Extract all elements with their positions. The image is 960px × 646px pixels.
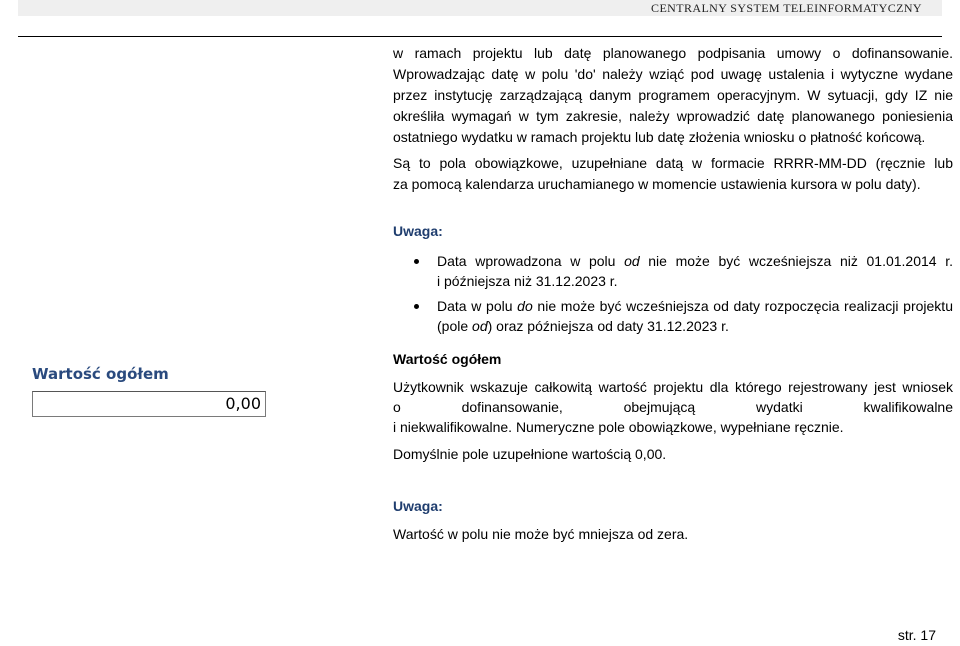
header-bar: [18, 0, 942, 16]
page-number: str. 17: [897, 627, 936, 643]
uwaga-2-text: Wartość w polu nie może być mniejsza od zera.: [393, 526, 689, 542]
intro-line-4: określiła wymagań w tym zakresie, należy wprowadzić datę planowanego poniesienia: [393, 108, 953, 124]
wartosc-widget-screenshot: [20, 357, 280, 432]
mandatory-line-1: Są to pola obowiązkowe, uzupełniane datą w formacie RRRR-MM-DD (ręcznie lub: [393, 155, 953, 171]
intro-line-5: ostatniego wydatku w ramach projektu lub datę złożenia wniosku o płatność końcową.: [393, 129, 926, 145]
wartosc-line-1: Użytkownik wskazuje całkowitą wartość projektu dla którego rejestrowany jest wniosek: [393, 379, 953, 395]
uwaga-heading-2: Uwaga:: [393, 498, 443, 514]
header-rule: [18, 36, 942, 37]
wartosc-default: Domyślnie pole uzupełnione wartością 0,00.: [393, 446, 667, 462]
intro-line-3: przez instytucję zarządzającą danym programem operacyjnym. W sytuacji, gdy IZ nie: [393, 87, 953, 103]
wartosc-line-2: o dofinansowanie, obejmującą wydatki kwalifikowalne: [393, 399, 953, 415]
bullet-1-line-2: i późniejsza niż 31.12.2023 r.: [437, 273, 618, 289]
uwaga-heading-1: Uwaga:: [393, 223, 443, 239]
wartosc-line-3: i niekwalifikowalne. Numeryczne pole obowiązkowe, wypełniane ręcznie.: [393, 419, 844, 435]
widget-label: Wartość ogółem: [32, 365, 169, 383]
wartosc-heading: Wartość ogółem: [393, 351, 502, 367]
header-title: CENTRALNY SYSTEM TELEINFORMATYCZNY: [651, 1, 922, 15]
bullet-1-line-1: Data wprowadzona w polu od nie może być wcześniejsza niż 01.01.2014 r.: [437, 253, 953, 269]
bullet-dot-1: [414, 259, 419, 264]
intro-line-1: w ramach projektu lub datę planowanego podpisania umowy o dofinansowanie.: [393, 45, 953, 61]
bullet-2-line-2: (pole od) oraz późniejsza od daty 31.12.2023 r.: [437, 318, 729, 334]
wartosc-input[interactable]: 0,00: [32, 391, 266, 417]
bullet-dot-2: [414, 304, 419, 309]
mandatory-line-2: za pomocą kalendarza uruchamianego w momencie ustawienia kursora w polu daty).: [393, 176, 921, 192]
bullet-2-line-1: Data w polu do nie może być wcześniejsza od daty rozpoczęcia realizacji projektu: [437, 298, 953, 314]
intro-line-2: Wprowadzając datę w polu 'do' należy wziąć pod uwagę ustalenia i wytyczne wydane: [393, 66, 953, 82]
